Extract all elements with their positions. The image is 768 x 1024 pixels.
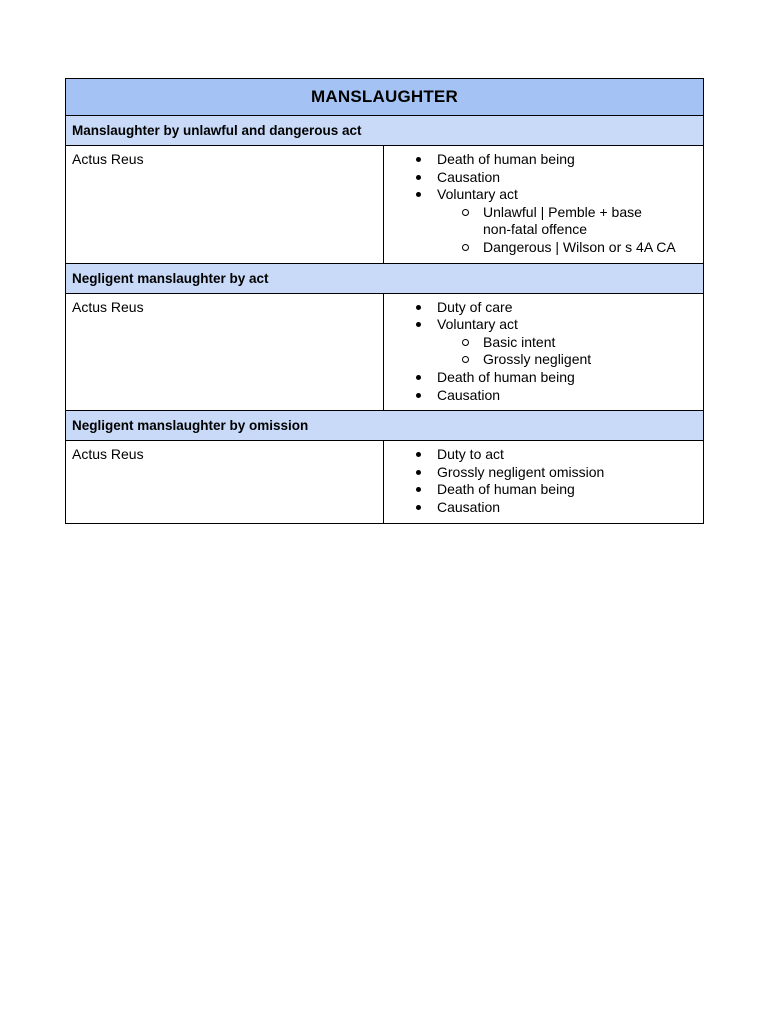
section-content-row: [66, 293, 704, 411]
bullet-list: [384, 446, 697, 516]
section-content-row: [66, 146, 704, 264]
bullet-list: [384, 151, 697, 257]
element-list-cell: [384, 146, 704, 264]
list-item-text: Causation: [437, 386, 501, 403]
section-heading: Negligent manslaughter by act: [66, 263, 704, 293]
sub-list-item: [437, 351, 750, 369]
element-list-cell: [384, 293, 704, 411]
element-label: Actus Reus: [66, 293, 384, 411]
list-item: [384, 369, 697, 387]
element-label: Actus Reus: [66, 146, 384, 264]
list-item: [384, 299, 697, 317]
list-item-text: Causation: [437, 498, 501, 515]
sub-bullet-list: [437, 334, 697, 369]
sub-list-item: [437, 204, 750, 239]
table-title: MANSLAUGHTER: [66, 79, 704, 116]
list-item: [384, 169, 697, 187]
element-label: Actus Reus: [66, 441, 384, 523]
list-item-text: Voluntary act: [437, 186, 518, 203]
list-item: [384, 481, 697, 499]
list-item: [384, 186, 697, 256]
sub-list-item: [437, 239, 750, 257]
element-list-cell: [384, 441, 704, 523]
section-heading: Negligent manslaughter by omission: [66, 411, 704, 441]
sub-list-item-text: Grossly negligent: [483, 351, 592, 368]
list-item-text: Death of human being: [437, 368, 575, 385]
section-heading: Manslaughter by unlawful and dangerous act: [66, 116, 704, 146]
manslaughter-table: [65, 78, 704, 524]
list-item: [384, 499, 697, 517]
section-heading-row: [66, 116, 704, 146]
section-heading-row: [66, 411, 704, 441]
list-item-text: Death of human being: [437, 151, 575, 167]
section-heading-row: [66, 263, 704, 293]
list-item-text: Duty to act: [437, 446, 504, 463]
title-row: [66, 79, 704, 116]
list-item-text: Death of human being: [437, 481, 575, 498]
list-item: [384, 387, 697, 405]
sub-list-item-text: Unlawful | Pemble + base non-fatal offence: [483, 203, 642, 238]
list-item-text: Duty of care: [437, 298, 513, 315]
list-item-text: Grossly negligent omission: [437, 463, 605, 480]
list-item: [384, 316, 697, 369]
list-item-text: Causation: [437, 168, 501, 185]
section-content-row: [66, 441, 704, 523]
sub-bullet-list: [437, 204, 697, 257]
sub-list-item-text: Dangerous | Wilson or s 4A CA: [483, 238, 676, 255]
sub-list-item-text: Basic intent: [483, 333, 556, 350]
list-item: [384, 446, 697, 464]
list-item-text: Voluntary act: [437, 316, 518, 333]
bullet-list: [384, 299, 697, 405]
list-item: [384, 464, 697, 482]
list-item: [384, 151, 697, 169]
sub-list-item: [437, 334, 750, 352]
